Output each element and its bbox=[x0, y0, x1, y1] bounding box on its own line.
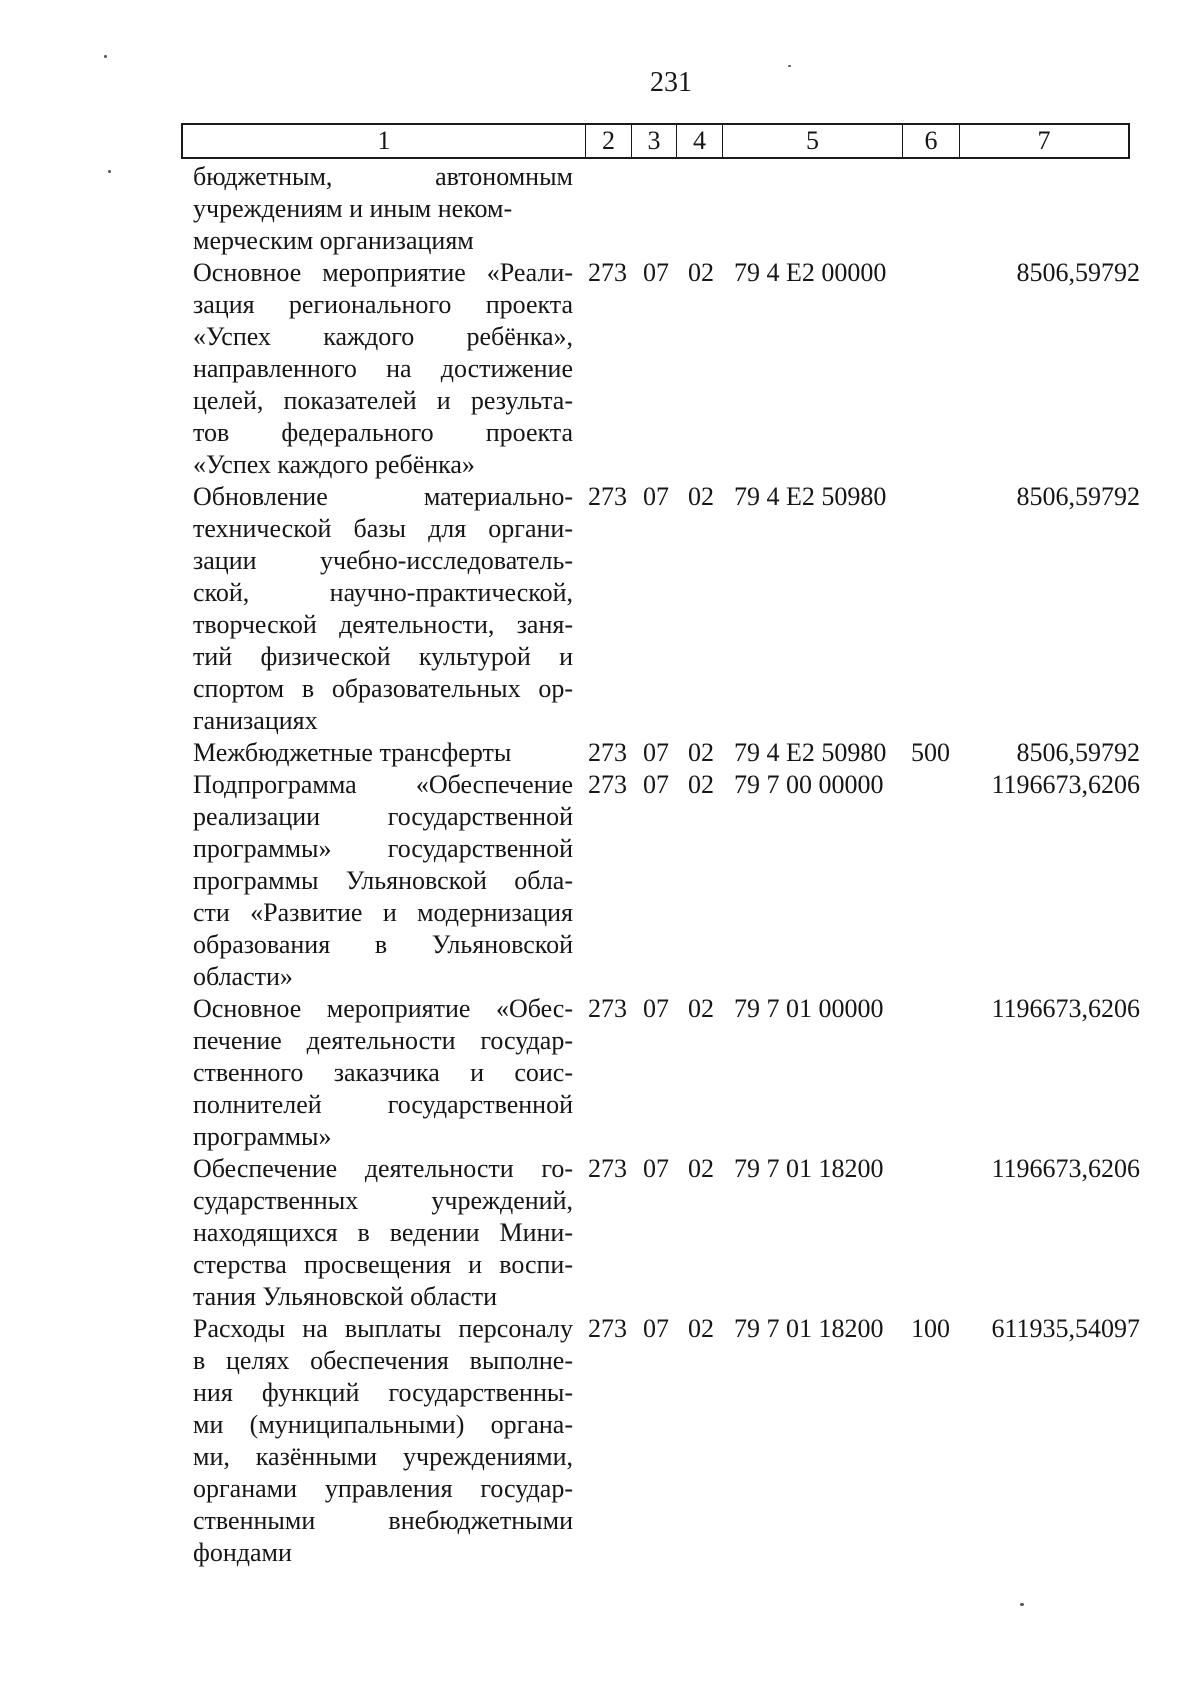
cell-col-2: 273 bbox=[588, 738, 627, 767]
table-body bbox=[0, 161, 1200, 1569]
description-line: творческой деятельности, заня- bbox=[193, 610, 573, 639]
cell-col-5: 79 7 01 18200 bbox=[734, 1154, 884, 1183]
scan-speck bbox=[108, 170, 111, 173]
description-line: зация регионального проекта bbox=[193, 290, 573, 319]
cell-col-4: 02 bbox=[688, 738, 714, 767]
cell-col-2: 273 bbox=[588, 258, 627, 287]
description-line: Обеспечение деятельности го- bbox=[193, 1154, 573, 1183]
cell-col-5: 79 7 01 00000 bbox=[734, 994, 884, 1023]
description-line: в целях обеспечения выполне- bbox=[193, 1346, 573, 1375]
description-line: сти «Развитие и модернизация bbox=[193, 898, 573, 927]
cell-col-4: 02 bbox=[688, 1154, 714, 1183]
cell-col-5: 79 7 00 00000 bbox=[734, 770, 884, 799]
cell-col-7: 1196673,6206 bbox=[991, 1154, 1140, 1183]
description-line: тий физической культурой и bbox=[193, 642, 573, 671]
description-line: стерства просвещения и воспи- bbox=[193, 1250, 573, 1279]
cell-col-3: 07 bbox=[643, 1154, 669, 1183]
cell-col-7: 8506,59792 bbox=[1016, 258, 1140, 287]
cell-col-7: 611935,54097 bbox=[991, 1314, 1140, 1343]
row-description bbox=[193, 257, 573, 481]
table-row bbox=[0, 993, 1200, 1153]
cell-col-3: 07 bbox=[643, 994, 669, 1023]
description-line: ственными внебюджетными bbox=[193, 1506, 573, 1535]
cell-col-7: 8506,59792 bbox=[1016, 482, 1140, 511]
description-line: сударственных учреждений, bbox=[193, 1186, 573, 1215]
description-line: ственного заказчика и соис- bbox=[193, 1058, 573, 1087]
description-line: фондами bbox=[193, 1538, 292, 1567]
header-col-5: 5 bbox=[723, 125, 903, 157]
scan-speck bbox=[104, 55, 107, 58]
description-line: Обновление материально- bbox=[193, 482, 573, 511]
table-row bbox=[0, 769, 1200, 993]
cell-col-6: 500 bbox=[911, 738, 950, 767]
description-line: целей, показателей и результа- bbox=[193, 386, 573, 415]
cell-col-2: 273 bbox=[588, 770, 627, 799]
description-line: ми (муниципальными) органа- bbox=[193, 1410, 573, 1439]
header-col-1: 1 bbox=[183, 125, 586, 157]
page-number: 231 bbox=[650, 67, 692, 98]
header-col-3: 3 bbox=[632, 125, 677, 157]
row-description bbox=[193, 769, 573, 993]
cell-col-6: 100 bbox=[911, 1314, 950, 1343]
row-description bbox=[193, 1313, 573, 1569]
scan-speck bbox=[1020, 1603, 1024, 1606]
cell-col-7: 1196673,6206 bbox=[991, 770, 1140, 799]
cell-col-5: 79 4 E2 50980 bbox=[734, 482, 887, 511]
cell-col-2: 273 bbox=[588, 994, 627, 1023]
header-col-4: 4 bbox=[677, 125, 723, 157]
description-line: тания Ульяновской области bbox=[193, 1282, 497, 1311]
cell-col-3: 07 bbox=[643, 258, 669, 287]
description-line: учреждениям и иным неком- bbox=[193, 194, 513, 223]
description-line: Основное мероприятие «Реали- bbox=[193, 258, 573, 287]
description-line: находящихся в ведении Мини- bbox=[193, 1218, 573, 1247]
cell-col-4: 02 bbox=[688, 994, 714, 1023]
scan-speck bbox=[788, 65, 791, 67]
description-line: спортом в образовательных ор- bbox=[193, 674, 573, 703]
cell-col-5: 79 7 01 18200 bbox=[734, 1314, 884, 1343]
description-line: Подпрограмма «Обеспечение bbox=[193, 770, 573, 799]
table-row bbox=[0, 1153, 1200, 1313]
table-row bbox=[0, 257, 1200, 481]
description-line: технической базы для органи- bbox=[193, 514, 573, 543]
description-line: программы» bbox=[193, 1122, 332, 1151]
cell-col-4: 02 bbox=[688, 258, 714, 287]
description-line: области» bbox=[193, 962, 293, 991]
description-line: ми, казёнными учреждениями, bbox=[193, 1442, 573, 1471]
description-line: зации учебно-исследователь- bbox=[193, 546, 573, 575]
cell-col-5: 79 4 E2 00000 bbox=[734, 258, 887, 287]
cell-col-2: 273 bbox=[588, 1154, 627, 1183]
cell-col-4: 02 bbox=[688, 770, 714, 799]
cell-col-3: 07 bbox=[643, 770, 669, 799]
description-line: печение деятельности государ- bbox=[193, 1026, 573, 1055]
description-line: образования в Ульяновской bbox=[193, 930, 573, 959]
table-row bbox=[0, 737, 1200, 769]
cell-col-5: 79 4 E2 50980 bbox=[734, 738, 887, 767]
cell-col-3: 07 bbox=[643, 482, 669, 511]
cell-col-7: 1196673,6206 bbox=[991, 994, 1140, 1023]
description-line: ганизациях bbox=[193, 706, 318, 735]
description-line: программы Ульяновской обла- bbox=[193, 866, 573, 895]
row-description bbox=[193, 481, 573, 737]
row-description bbox=[193, 1153, 573, 1313]
table-header bbox=[181, 123, 1130, 159]
row-description bbox=[193, 161, 573, 257]
header-col-6: 6 bbox=[903, 125, 960, 157]
description-line: направленного на достижение bbox=[193, 354, 573, 383]
description-line: «Успех каждого ребёнка», bbox=[193, 322, 573, 351]
description-line: тов федерального проекта bbox=[193, 418, 573, 447]
header-col-2: 2 bbox=[586, 125, 632, 157]
description-line: Основное мероприятие «Обес- bbox=[193, 994, 573, 1023]
row-description bbox=[193, 993, 573, 1153]
cell-col-7: 8506,59792 bbox=[1016, 738, 1140, 767]
cell-col-2: 273 bbox=[588, 482, 627, 511]
description-line: реализации государственной bbox=[193, 802, 573, 831]
description-line: органами управления государ- bbox=[193, 1474, 573, 1503]
description-line: бюджетным, автономным bbox=[193, 162, 573, 191]
header-col-7: 7 bbox=[1037, 126, 1051, 155]
cell-col-2: 273 bbox=[588, 1314, 627, 1343]
description-line: программы» государственной bbox=[193, 834, 573, 863]
description-line: полнителей государственной bbox=[193, 1090, 573, 1119]
table-row bbox=[0, 481, 1200, 737]
cell-col-4: 02 bbox=[688, 1314, 714, 1343]
description-line: ской, научно-практической, bbox=[193, 578, 573, 607]
description-line: «Успех каждого ребёнка» bbox=[193, 450, 475, 479]
description-line: мерческим организациям bbox=[193, 226, 474, 255]
description-line: ния функций государственны- bbox=[193, 1378, 573, 1407]
cell-col-3: 07 bbox=[643, 738, 669, 767]
cell-col-3: 07 bbox=[643, 1314, 669, 1343]
description-line: Межбюджетные трансферты bbox=[193, 738, 512, 767]
row-description bbox=[193, 737, 573, 769]
table-row bbox=[0, 1313, 1200, 1569]
cell-col-4: 02 bbox=[688, 482, 714, 511]
description-line: Расходы на выплаты персоналу bbox=[193, 1314, 573, 1343]
table-row bbox=[0, 161, 1200, 257]
